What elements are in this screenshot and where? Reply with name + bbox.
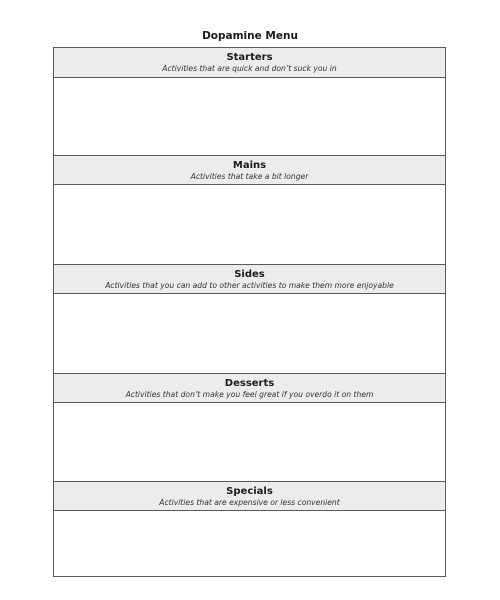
section-subtitle-specials: Activities that are expensive or less convenient [159, 498, 340, 507]
section-specials [54, 481, 445, 576]
section-body-specials[interactable] [54, 511, 445, 576]
section-header-desserts [54, 373, 445, 403]
section-subtitle-mains: Activities that take a bit longer [190, 172, 309, 181]
section-subtitle-desserts: Activities that don’t make you feel great if you overdo it on them [125, 390, 374, 399]
dopamine-menu-table [53, 47, 446, 577]
section-title-sides: Sides [234, 269, 265, 280]
section-subtitle-starters: Activities that are quick and don’t suck you in [162, 64, 337, 73]
section-title-mains: Mains [232, 160, 267, 171]
section-subtitle-sides: Activities that you can add to other activities to make them more enjoyable [105, 281, 394, 290]
section-header-mains [54, 155, 445, 185]
section-title-starters: Starters [226, 52, 273, 63]
section-body-desserts[interactable] [54, 403, 445, 481]
section-body-starters[interactable] [54, 78, 445, 155]
section-desserts [54, 373, 445, 481]
section-header-sides [54, 264, 445, 294]
section-mains [54, 155, 445, 264]
section-starters [54, 48, 445, 155]
section-body-mains[interactable] [54, 185, 445, 264]
section-title-desserts: Desserts [224, 378, 275, 389]
section-header-starters [54, 48, 445, 78]
section-body-sides[interactable] [54, 294, 445, 373]
section-sides [54, 264, 445, 373]
section-header-specials [54, 481, 445, 511]
section-title-specials: Specials [226, 486, 273, 497]
page-title: Dopamine Menu [202, 30, 298, 42]
